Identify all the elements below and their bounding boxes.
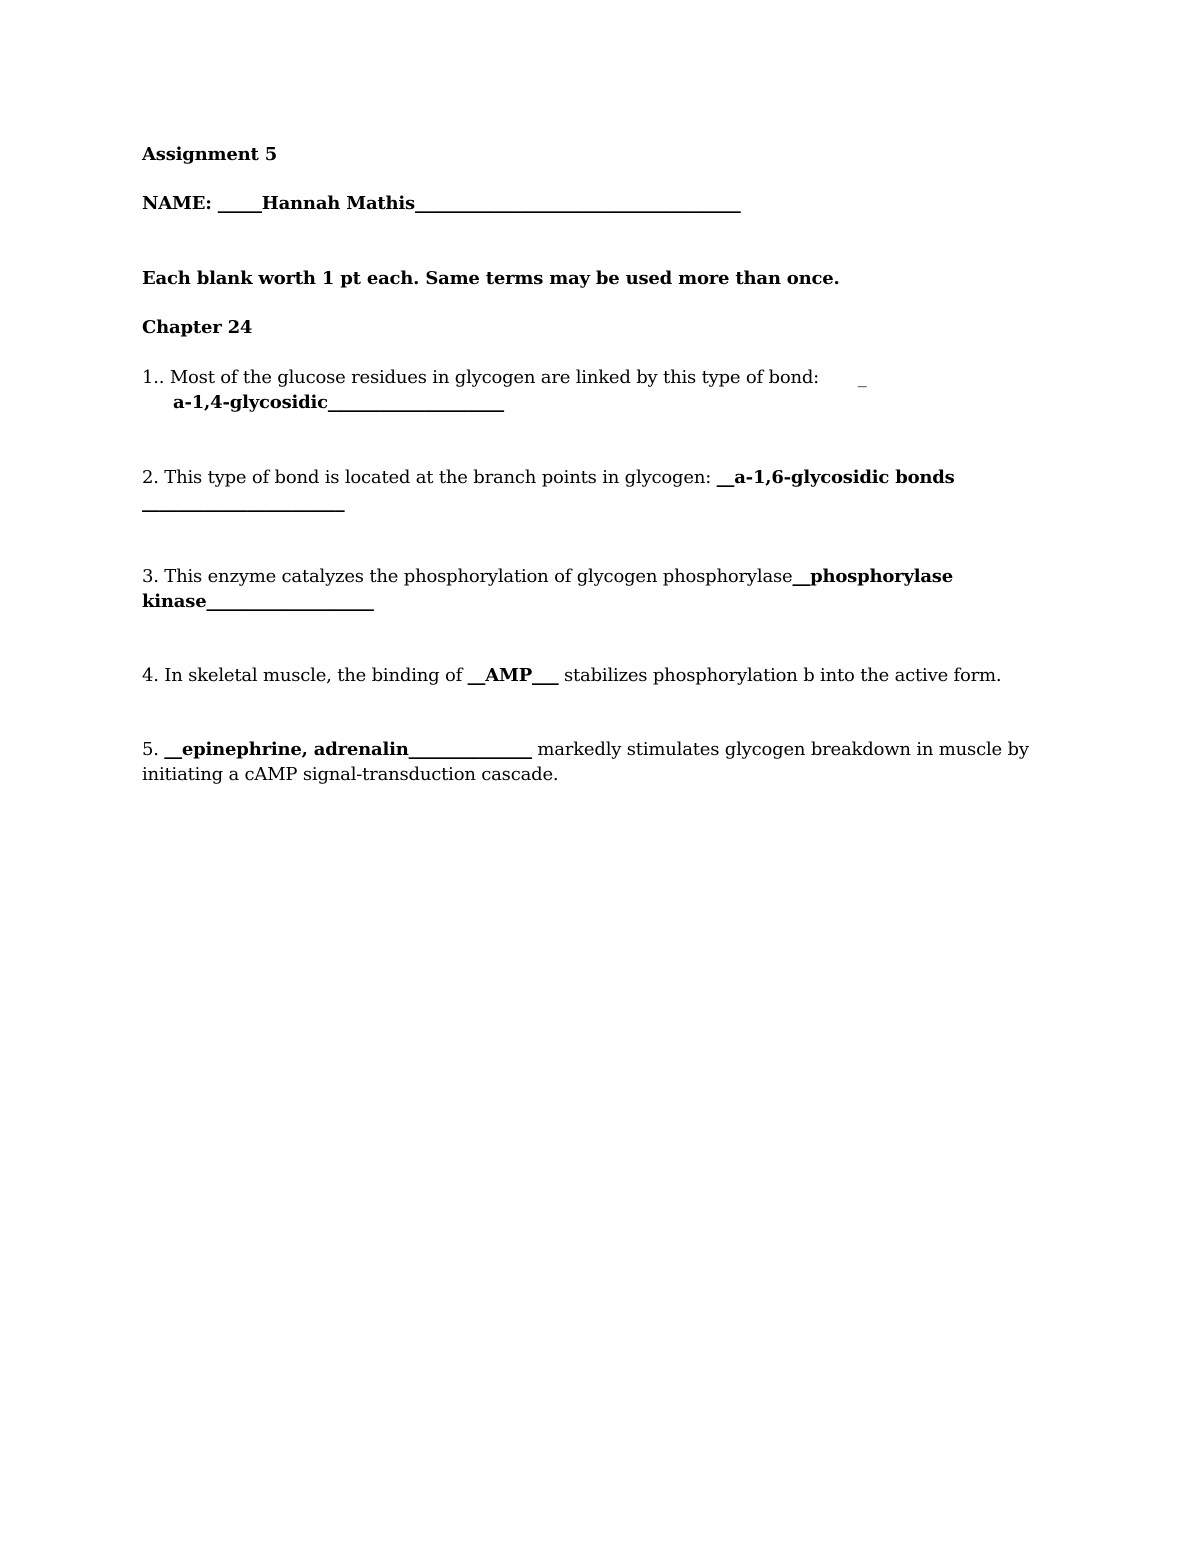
- instructions: Each blank worth 1 pt each. Same terms may be used more than once.: [142, 268, 840, 289]
- question-3-text: 3. This enzyme catalyzes the phosphorylation of glycogen phosphorylase: [142, 566, 793, 587]
- question-3-answer: __phosphorylase: [792, 566, 953, 587]
- name-line: NAME: _____Hannah Mathis_____________________________________: [142, 193, 741, 214]
- question-5-text-line2: initiating a cAMP signal-transduction cascade.: [142, 764, 559, 785]
- question-3-answer-line: kinase___________________: [142, 591, 374, 612]
- question-2-answer: __a-1,6-glycosidic bonds: [716, 467, 955, 488]
- question-2-answer-line: _______________________: [142, 492, 345, 513]
- chapter-heading: Chapter 24: [142, 317, 253, 338]
- question-4-text-before: 4. In skeletal muscle, the binding of: [142, 665, 468, 686]
- question-4-answer: __AMP___: [467, 665, 559, 686]
- question-5-number: 5.: [142, 739, 165, 760]
- question-5-text-after: markedly stimulates glycogen breakdown in muscle by: [531, 739, 1029, 760]
- question-4-text-after: stabilizes phosphorylation b into the active form.: [558, 665, 1002, 686]
- question-4: [142, 664, 1001, 688]
- assignment-title: Assignment 5: [142, 144, 278, 165]
- question-1-answer: a-1,4-glycosidic____________________: [173, 392, 504, 413]
- question-5: [142, 738, 1029, 762]
- question-2-text: 2. This type of bond is located at the branch points in glycogen:: [142, 467, 717, 488]
- question-1-text: 1.. Most of the glucose residues in glycogen are linked by this type of bond: _: [142, 367, 867, 388]
- question-2: [142, 466, 955, 490]
- question-5-answer: __epinephrine, adrenalin______________: [164, 739, 532, 760]
- question-3: [142, 565, 953, 589]
